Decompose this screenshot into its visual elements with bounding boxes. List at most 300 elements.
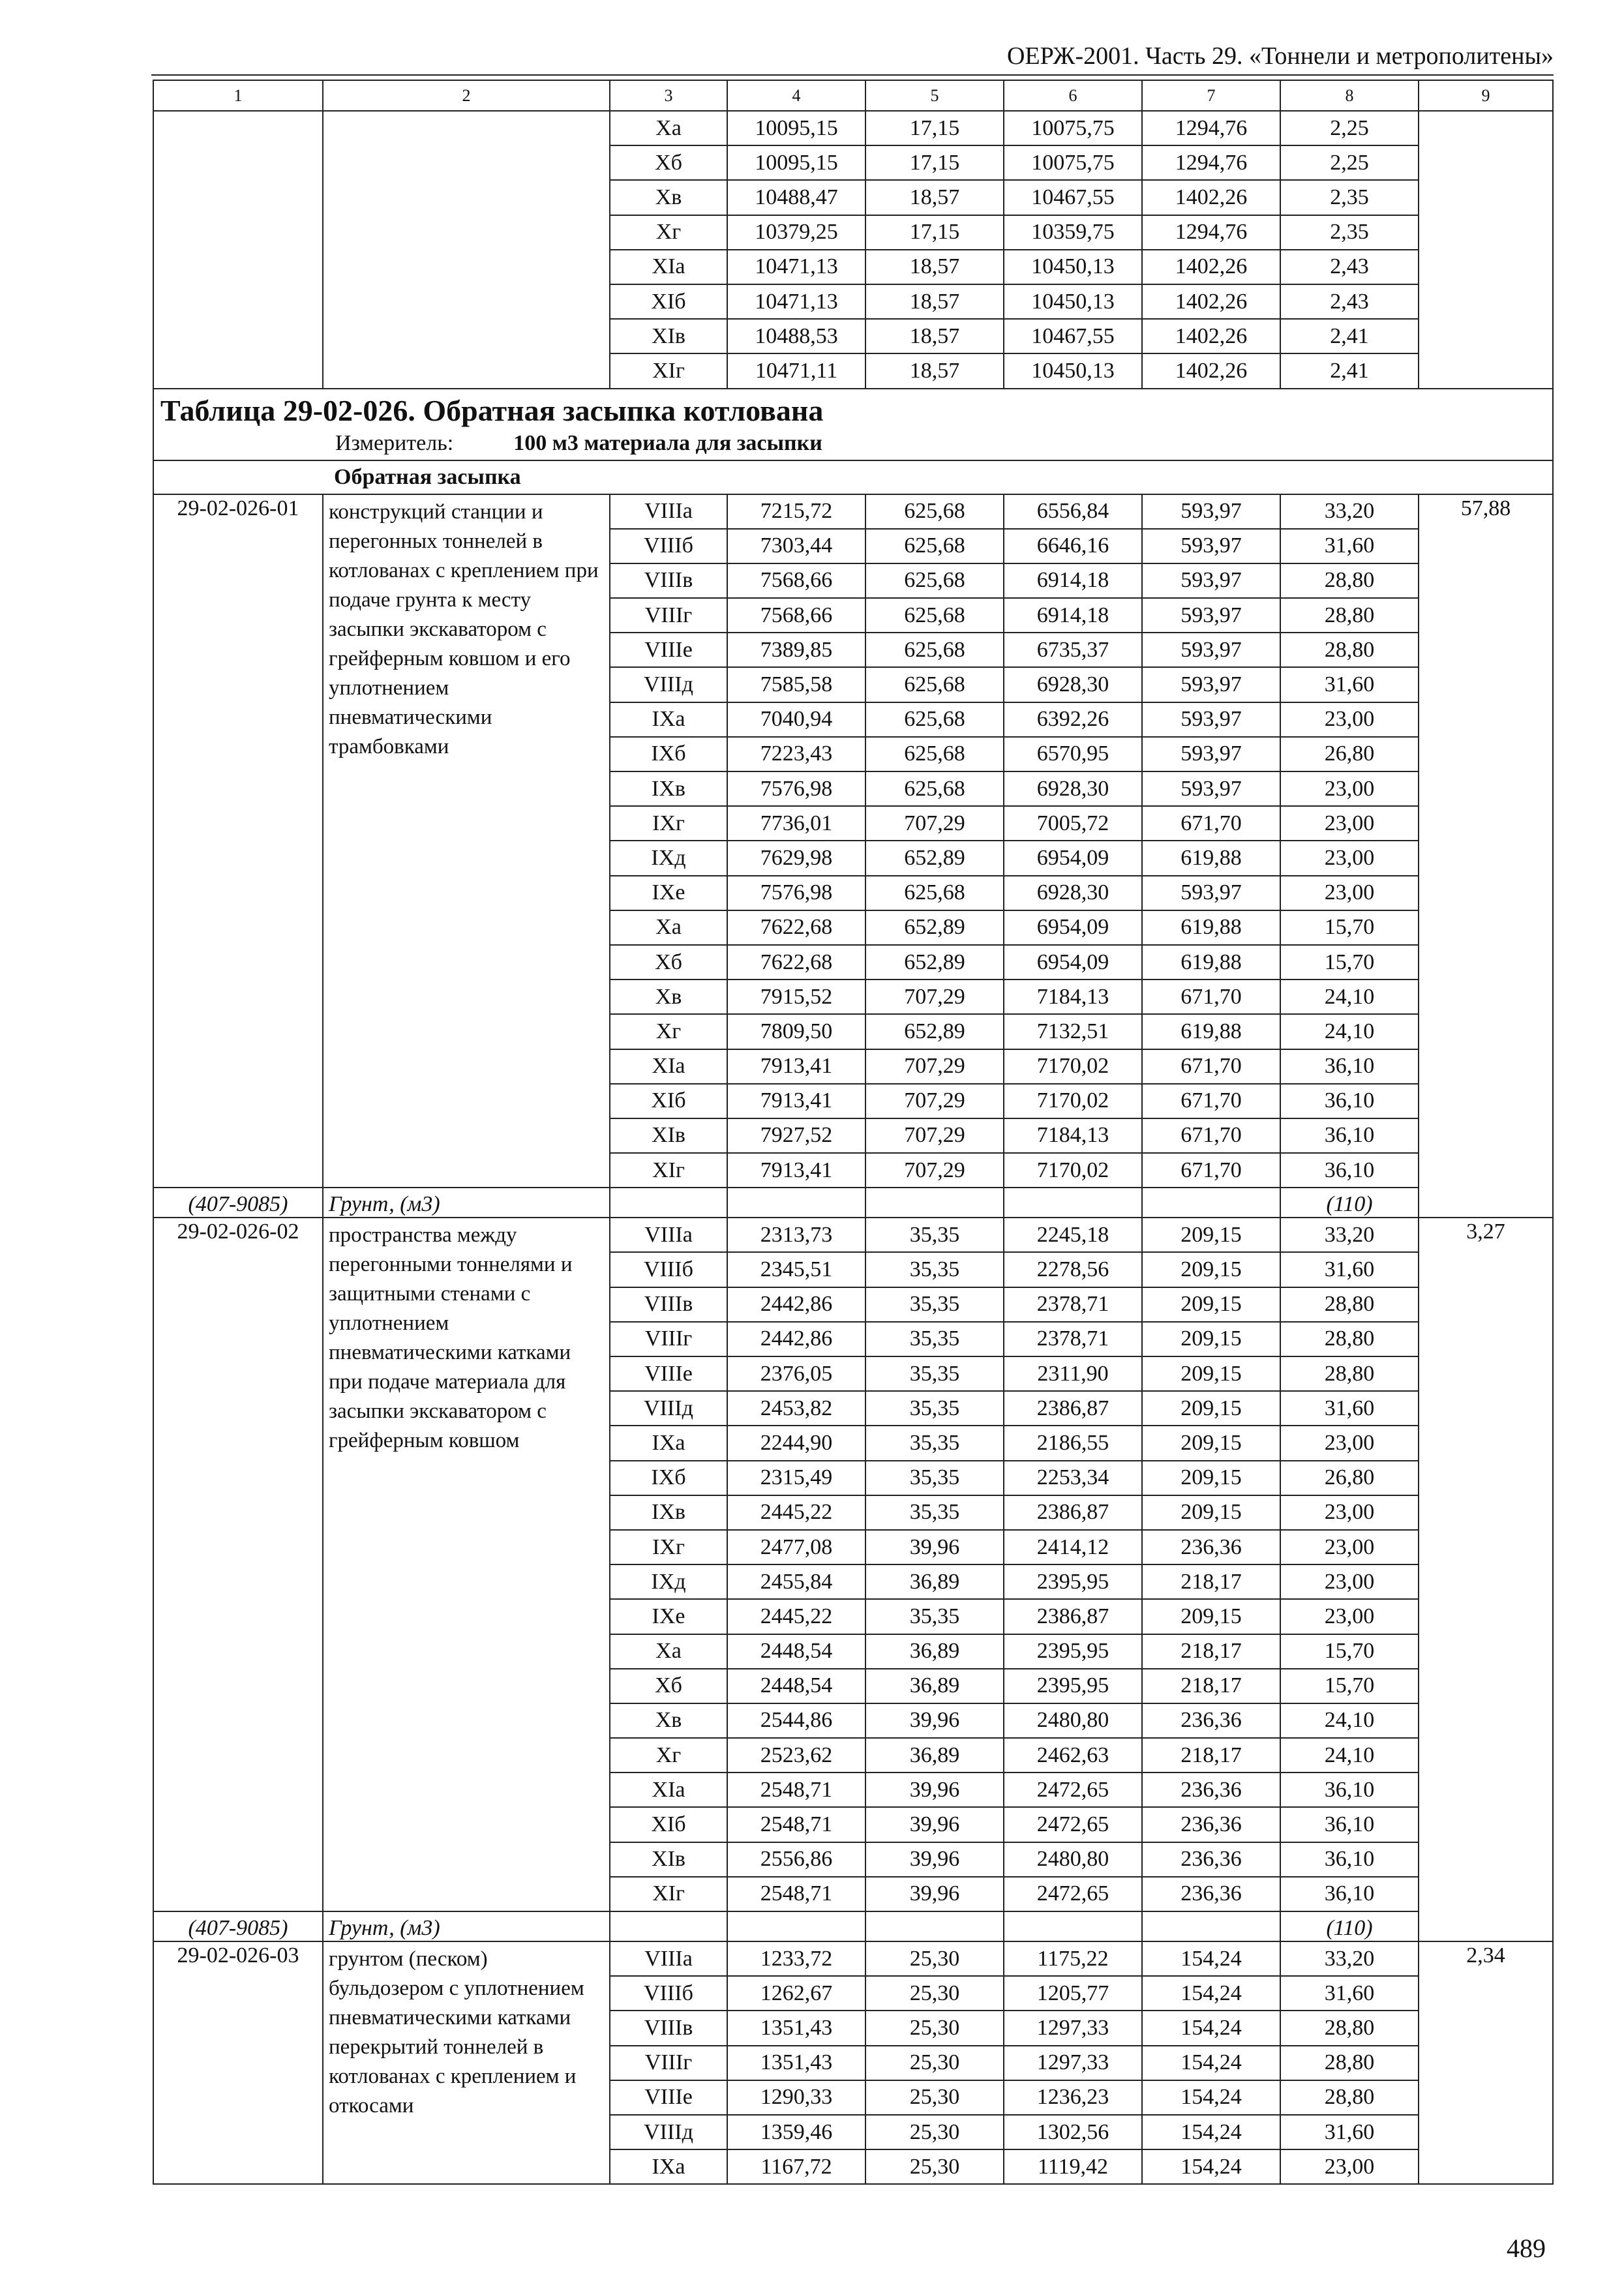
cell-machinery: 2253,34: [1004, 1461, 1142, 1495]
cell-wages: 25,30: [865, 2149, 1004, 2184]
cell-total-cost: 7736,01: [727, 806, 865, 841]
cell-machinery: 6556,84: [1004, 494, 1142, 529]
cell-machinery: 2395,95: [1004, 1669, 1142, 1703]
cell-machinist-wages: 154,24: [1142, 1976, 1280, 2011]
cell-labor: 36,10: [1280, 1084, 1419, 1118]
cell-machinery: 2386,87: [1004, 1495, 1142, 1530]
cell-wages: 625,68: [865, 598, 1004, 633]
cell-category: VIIIд: [610, 1391, 727, 1426]
cell-total-cost: 7622,68: [727, 910, 865, 945]
unit-line: [160, 427, 1546, 460]
cell-category: VIIIб: [610, 529, 727, 563]
cell-total-cost: 7568,66: [727, 598, 865, 633]
cell-machinist-wages: 154,24: [1142, 2080, 1280, 2115]
cell-machinist-wages: 154,24: [1142, 2046, 1280, 2080]
cell-wages: 35,35: [865, 1461, 1004, 1495]
cell-total-cost: 7576,98: [727, 876, 865, 910]
cell-machinist-wages: 218,17: [1142, 1564, 1280, 1599]
cell-category: VIIIв: [610, 1287, 727, 1322]
cell-wages: 25,30: [865, 2115, 1004, 2149]
empty-description-cell: [323, 111, 610, 389]
cell-total-cost: 7927,52: [727, 1118, 865, 1153]
cell-machinist-wages: 236,36: [1142, 1703, 1280, 1738]
cell-wages: 18,57: [865, 250, 1004, 284]
cell-category: IXа: [610, 2149, 727, 2184]
cell-labor: 28,80: [1280, 2011, 1419, 2045]
cell-labor: 28,80: [1280, 633, 1419, 667]
cell-machinery: 2386,87: [1004, 1391, 1142, 1426]
cell-total-cost: 2556,86: [727, 1842, 865, 1877]
cell-category: XIв: [610, 319, 727, 353]
table-title-row: [153, 389, 1553, 460]
cell-category: Xа: [610, 111, 727, 145]
cell-machinist-wages: 154,24: [1142, 1941, 1280, 1976]
cell-wages: 25,30: [865, 1941, 1004, 1976]
cell-labor: 31,60: [1280, 1252, 1419, 1287]
cell-total-cost: 7622,68: [727, 945, 865, 980]
cell-machinist-wages: 593,97: [1142, 563, 1280, 598]
rate-description: пространства между перегонными тоннелями и защитными стенами с уплотнением пневматическими катками при подаче материала для засыпки экскаватором с грейферным ковшом: [323, 1218, 610, 1911]
table-row: [153, 1218, 1553, 1252]
cell-machinist-wages: 236,36: [1142, 1807, 1280, 1842]
resource-name: Грунт, (м3): [323, 1911, 610, 1941]
cell-machinery: 2386,87: [1004, 1599, 1142, 1634]
cell-machinery: 2472,65: [1004, 1773, 1142, 1807]
cell-category: XIа: [610, 1049, 727, 1084]
cell-machinist-wages: 593,97: [1142, 771, 1280, 806]
cell-wages: 36,89: [865, 1564, 1004, 1599]
subsection-title: Обратная засыпка: [153, 460, 1553, 494]
cell-wages: 35,35: [865, 1391, 1004, 1426]
empty-cell: [1142, 1188, 1280, 1218]
cell-category: Xг: [610, 215, 727, 250]
cell-wages: 35,35: [865, 1356, 1004, 1391]
cell-wages: 35,35: [865, 1287, 1004, 1322]
cell-machinery: 2472,65: [1004, 1807, 1142, 1842]
cell-machinist-wages: 593,97: [1142, 737, 1280, 771]
cell-labor: 23,00: [1280, 1495, 1419, 1530]
column-number: 3: [610, 80, 727, 111]
cell-machinist-wages: 593,97: [1142, 529, 1280, 563]
cell-total-cost: 2448,54: [727, 1634, 865, 1669]
cell-category: VIIIа: [610, 1941, 727, 1976]
cell-wages: 35,35: [865, 1252, 1004, 1287]
cell-total-cost: 2448,54: [727, 1669, 865, 1703]
cell-category: VIIIд: [610, 2115, 727, 2149]
cell-wages: 652,89: [865, 910, 1004, 945]
cell-machinery: 2395,95: [1004, 1564, 1142, 1599]
cell-machinery: 7170,02: [1004, 1049, 1142, 1084]
cell-labor: 28,80: [1280, 1322, 1419, 1356]
cell-machinist-wages: 1294,76: [1142, 145, 1280, 180]
column-number: 5: [865, 80, 1004, 111]
cell-machinist-wages: 209,15: [1142, 1599, 1280, 1634]
cell-machinery: 1205,77: [1004, 1976, 1142, 2011]
cell-machinery: 7132,51: [1004, 1014, 1142, 1049]
cell-machinist-wages: 209,15: [1142, 1322, 1280, 1356]
cell-machinery: 10467,55: [1004, 180, 1142, 215]
cell-labor: 2,41: [1280, 353, 1419, 388]
cell-total-cost: 1290,33: [727, 2080, 865, 2115]
cell-category: VIIIе: [610, 2080, 727, 2115]
cell-machinist-wages: 593,97: [1142, 667, 1280, 702]
cell-labor: 31,60: [1280, 1391, 1419, 1426]
empty-cell: [865, 1188, 1004, 1218]
cell-wages: 35,35: [865, 1599, 1004, 1634]
cell-labor: 24,10: [1280, 1738, 1419, 1773]
cell-category: Xв: [610, 1703, 727, 1738]
cell-labor: 28,80: [1280, 2046, 1419, 2080]
cell-category: XIа: [610, 250, 727, 284]
rate-code: 29-02-026-02: [153, 1218, 323, 1911]
cell-labor: 33,20: [1280, 1218, 1419, 1252]
cell-total-cost: 2453,82: [727, 1391, 865, 1426]
rate-extra-value: 3,27: [1419, 1218, 1553, 1941]
cell-machinist-wages: 236,36: [1142, 1842, 1280, 1877]
cell-category: VIIIб: [610, 1252, 727, 1287]
rate-description: грунтом (песком) бульдозером с уплотнением пневматическими катками перекрытий тоннелей в котлованах с креплением и откосами: [323, 1941, 610, 2184]
cell-total-cost: 10488,47: [727, 180, 865, 215]
cell-category: VIIIб: [610, 1976, 727, 2011]
cell-machinery: 1175,22: [1004, 1941, 1142, 1976]
cell-wages: 25,30: [865, 2080, 1004, 2115]
cell-labor: 28,80: [1280, 563, 1419, 598]
cell-machinist-wages: 209,15: [1142, 1391, 1280, 1426]
cell-category: IXд: [610, 841, 727, 875]
cell-labor: 2,35: [1280, 215, 1419, 250]
cell-labor: 28,80: [1280, 2080, 1419, 2115]
cell-labor: 31,60: [1280, 667, 1419, 702]
cell-labor: 28,80: [1280, 1287, 1419, 1322]
empty-cell: [727, 1188, 865, 1218]
cell-machinery: 6954,09: [1004, 841, 1142, 875]
cell-machinery: 6392,26: [1004, 702, 1142, 737]
resource-row: [153, 1188, 1553, 1218]
cell-labor: 36,10: [1280, 1153, 1419, 1188]
empty-cell: [865, 1911, 1004, 1941]
header-rule: [151, 74, 1554, 76]
resource-name: Грунт, (м3): [323, 1188, 610, 1218]
cell-total-cost: 10095,15: [727, 111, 865, 145]
cell-total-cost: 7809,50: [727, 1014, 865, 1049]
cell-total-cost: 2315,49: [727, 1461, 865, 1495]
cell-wages: 18,57: [865, 284, 1004, 319]
cell-wages: 652,89: [865, 841, 1004, 875]
cell-wages: 707,29: [865, 1049, 1004, 1084]
cell-machinery: 7005,72: [1004, 806, 1142, 841]
cell-category: IXб: [610, 737, 727, 771]
cell-machinery: 6570,95: [1004, 737, 1142, 771]
cell-machinery: 10450,13: [1004, 284, 1142, 319]
cell-wages: 18,57: [865, 180, 1004, 215]
cell-total-cost: 2548,71: [727, 1773, 865, 1807]
cell-category: VIIIв: [610, 2011, 727, 2045]
rate-code: 29-02-026-03: [153, 1941, 323, 2184]
cell-labor: 24,10: [1280, 980, 1419, 1014]
cell-machinery: 6928,30: [1004, 876, 1142, 910]
cell-category: Xв: [610, 980, 727, 1014]
cell-labor: 31,60: [1280, 529, 1419, 563]
cell-total-cost: 1359,46: [727, 2115, 865, 2149]
resource-quantity: (110): [1280, 1911, 1419, 1941]
cell-category: Xа: [610, 1634, 727, 1669]
cell-labor: 36,10: [1280, 1807, 1419, 1842]
cell-wages: 25,30: [865, 2046, 1004, 2080]
cell-machinery: 10450,13: [1004, 353, 1142, 388]
cell-wages: 39,96: [865, 1842, 1004, 1877]
cell-total-cost: 7913,41: [727, 1084, 865, 1118]
cell-machinery: 2245,18: [1004, 1218, 1142, 1252]
cell-labor: 2,25: [1280, 145, 1419, 180]
cell-total-cost: 1351,43: [727, 2011, 865, 2045]
cell-category: VIIIг: [610, 1322, 727, 1356]
cell-total-cost: 2442,86: [727, 1287, 865, 1322]
cell-total-cost: 7629,98: [727, 841, 865, 875]
rates-table: [153, 80, 1554, 2185]
empty-code-cell: [153, 111, 323, 389]
table-row: [153, 494, 1553, 529]
cell-labor: 24,10: [1280, 1703, 1419, 1738]
cell-machinery: 2480,80: [1004, 1703, 1142, 1738]
cell-category: Xб: [610, 1669, 727, 1703]
cell-total-cost: 7915,52: [727, 980, 865, 1014]
cell-labor: 23,00: [1280, 2149, 1419, 2184]
cell-machinery: 6914,18: [1004, 598, 1142, 633]
cell-wages: 35,35: [865, 1495, 1004, 1530]
cell-category: Xг: [610, 1014, 727, 1049]
cell-total-cost: 10095,15: [727, 145, 865, 180]
cell-machinery: 6928,30: [1004, 667, 1142, 702]
column-number: 9: [1419, 80, 1553, 111]
cell-wages: 39,96: [865, 1877, 1004, 1911]
column-number: 8: [1280, 80, 1419, 111]
rate-extra-value: 57,88: [1419, 494, 1553, 1218]
cell-machinery: 1297,33: [1004, 2011, 1142, 2045]
rate-extra-value: 2,34: [1419, 1941, 1553, 2184]
cell-wages: 625,68: [865, 529, 1004, 563]
cell-total-cost: 10488,53: [727, 319, 865, 353]
cell-labor: 23,00: [1280, 771, 1419, 806]
cell-category: IXа: [610, 1426, 727, 1460]
cell-category: Xа: [610, 910, 727, 945]
cell-machinery: 10450,13: [1004, 250, 1142, 284]
cell-machinist-wages: 671,70: [1142, 1084, 1280, 1118]
cell-total-cost: 10471,11: [727, 353, 865, 388]
cell-machinist-wages: 1402,26: [1142, 319, 1280, 353]
cell-labor: 36,10: [1280, 1877, 1419, 1911]
cell-machinist-wages: 619,88: [1142, 1014, 1280, 1049]
cell-total-cost: 10471,13: [727, 284, 865, 319]
empty-cell: [727, 1911, 865, 1941]
cell-total-cost: 10379,25: [727, 215, 865, 250]
table-body: [153, 80, 1553, 2184]
cell-machinery: 6735,37: [1004, 633, 1142, 667]
cell-labor: 28,80: [1280, 598, 1419, 633]
cell-machinist-wages: 1294,76: [1142, 215, 1280, 250]
column-number: 1: [153, 80, 323, 111]
cell-labor: 23,00: [1280, 1426, 1419, 1460]
cell-labor: 36,10: [1280, 1049, 1419, 1084]
cell-machinist-wages: 218,17: [1142, 1738, 1280, 1773]
cell-labor: 23,00: [1280, 702, 1419, 737]
cell-machinery: 2186,55: [1004, 1426, 1142, 1460]
cell-wages: 625,68: [865, 737, 1004, 771]
cell-category: XIа: [610, 1773, 727, 1807]
cell-machinist-wages: 593,97: [1142, 494, 1280, 529]
cell-machinery: 7170,02: [1004, 1153, 1142, 1188]
cell-total-cost: 2523,62: [727, 1738, 865, 1773]
cell-category: VIIIа: [610, 1218, 727, 1252]
cell-category: Xв: [610, 180, 727, 215]
cell-total-cost: 2548,71: [727, 1807, 865, 1842]
column-number-row: [153, 80, 1553, 111]
cell-machinist-wages: 671,70: [1142, 806, 1280, 841]
cell-machinist-wages: 209,15: [1142, 1426, 1280, 1460]
table-row: [153, 1941, 1553, 1976]
cell-total-cost: 2345,51: [727, 1252, 865, 1287]
cell-labor: 2,35: [1280, 180, 1419, 215]
cell-machinery: 10075,75: [1004, 111, 1142, 145]
cell-total-cost: 2313,73: [727, 1218, 865, 1252]
cell-labor: 15,70: [1280, 910, 1419, 945]
column-number: 2: [323, 80, 610, 111]
cell-wages: 18,57: [865, 319, 1004, 353]
cell-wages: 18,57: [865, 353, 1004, 388]
cell-category: XIг: [610, 1153, 727, 1188]
unit-label: Измеритель:: [335, 430, 454, 455]
cell-total-cost: 7040,94: [727, 702, 865, 737]
cell-labor: 26,80: [1280, 1461, 1419, 1495]
table-row: [153, 111, 1553, 145]
cell-total-cost: 1262,67: [727, 1976, 865, 2011]
cell-machinist-wages: 671,70: [1142, 980, 1280, 1014]
cell-labor: 36,10: [1280, 1773, 1419, 1807]
cell-machinist-wages: 671,70: [1142, 1049, 1280, 1084]
cell-total-cost: 7223,43: [727, 737, 865, 771]
cell-machinery: 2378,71: [1004, 1287, 1142, 1322]
cell-total-cost: 7576,98: [727, 771, 865, 806]
cell-wages: 707,29: [865, 1118, 1004, 1153]
cell-machinery: 2395,95: [1004, 1634, 1142, 1669]
cell-machinist-wages: 236,36: [1142, 1773, 1280, 1807]
cell-category: VIIIв: [610, 563, 727, 598]
cell-machinist-wages: 1402,26: [1142, 284, 1280, 319]
cell-wages: 625,68: [865, 633, 1004, 667]
cell-wages: 25,30: [865, 1976, 1004, 2011]
cell-category: IXе: [610, 1599, 727, 1634]
cell-labor: 2,25: [1280, 111, 1419, 145]
cell-category: VIIIг: [610, 2046, 727, 2080]
cell-machinist-wages: 619,88: [1142, 945, 1280, 980]
cell-wages: 625,68: [865, 563, 1004, 598]
cell-labor: 23,00: [1280, 806, 1419, 841]
cell-machinery: 1119,42: [1004, 2149, 1142, 2184]
cell-machinery: 10359,75: [1004, 215, 1142, 250]
cell-total-cost: 7215,72: [727, 494, 865, 529]
cell-labor: 2,43: [1280, 250, 1419, 284]
cell-machinery: 6928,30: [1004, 771, 1142, 806]
cell-labor: 23,00: [1280, 876, 1419, 910]
cell-machinist-wages: 209,15: [1142, 1287, 1280, 1322]
cell-total-cost: 1351,43: [727, 2046, 865, 2080]
cell-category: Xг: [610, 1738, 727, 1773]
cell-total-cost: 2548,71: [727, 1877, 865, 1911]
cell-total-cost: 1167,72: [727, 2149, 865, 2184]
rate-code: 29-02-026-01: [153, 494, 323, 1188]
cell-category: IXа: [610, 702, 727, 737]
cell-category: VIIIе: [610, 633, 727, 667]
cell-category: IXг: [610, 806, 727, 841]
cell-machinist-wages: 218,17: [1142, 1634, 1280, 1669]
cell-category: VIIIг: [610, 598, 727, 633]
cell-wages: 707,29: [865, 980, 1004, 1014]
cell-total-cost: 7913,41: [727, 1049, 865, 1084]
cell-wages: 17,15: [865, 111, 1004, 145]
cell-category: Xб: [610, 145, 727, 180]
cell-category: IXб: [610, 1461, 727, 1495]
cell-category: IXв: [610, 1495, 727, 1530]
cell-total-cost: 2445,22: [727, 1599, 865, 1634]
cell-machinery: 2311,90: [1004, 1356, 1142, 1391]
cell-labor: 36,10: [1280, 1118, 1419, 1153]
cell-machinery: 2378,71: [1004, 1322, 1142, 1356]
cell-total-cost: 7389,85: [727, 633, 865, 667]
column-number: 6: [1004, 80, 1142, 111]
cell-machinist-wages: 593,97: [1142, 702, 1280, 737]
cell-machinist-wages: 1294,76: [1142, 111, 1280, 145]
cell-machinery: 2480,80: [1004, 1842, 1142, 1877]
resource-quantity: (110): [1280, 1188, 1419, 1218]
column-number: 7: [1142, 80, 1280, 111]
cell-machinery: 2472,65: [1004, 1877, 1142, 1911]
cell-wages: 625,68: [865, 702, 1004, 737]
cell-machinery: 6914,18: [1004, 563, 1142, 598]
cell-labor: 36,10: [1280, 1842, 1419, 1877]
cell-total-cost: 2455,84: [727, 1564, 865, 1599]
cell-labor: 26,80: [1280, 737, 1419, 771]
cell-wages: 36,89: [865, 1634, 1004, 1669]
table-title-cell: [153, 389, 1553, 460]
cell-machinery: 7170,02: [1004, 1084, 1142, 1118]
cell-category: VIIIд: [610, 667, 727, 702]
cell-labor: 28,80: [1280, 1356, 1419, 1391]
cell-wages: 35,35: [865, 1218, 1004, 1252]
empty-extra-cell: [1419, 111, 1553, 389]
cell-machinist-wages: 154,24: [1142, 2011, 1280, 2045]
cell-wages: 17,15: [865, 215, 1004, 250]
cell-total-cost: 2244,90: [727, 1426, 865, 1460]
page-number: 489: [1507, 2234, 1546, 2263]
cell-total-cost: 7303,44: [727, 529, 865, 563]
cell-machinist-wages: 619,88: [1142, 841, 1280, 875]
cell-machinist-wages: 593,97: [1142, 598, 1280, 633]
cell-wages: 39,96: [865, 1530, 1004, 1564]
cell-machinist-wages: 236,36: [1142, 1530, 1280, 1564]
cell-labor: 15,70: [1280, 1634, 1419, 1669]
resource-code: (407-9085): [153, 1911, 323, 1941]
cell-total-cost: 1233,72: [727, 1941, 865, 1976]
cell-labor: 23,00: [1280, 1564, 1419, 1599]
cell-machinist-wages: 209,15: [1142, 1252, 1280, 1287]
cell-labor: 31,60: [1280, 2115, 1419, 2149]
cell-wages: 625,68: [865, 771, 1004, 806]
cell-wages: 17,15: [865, 145, 1004, 180]
empty-cell: [610, 1911, 727, 1941]
cell-machinery: 7184,13: [1004, 980, 1142, 1014]
cell-machinist-wages: 218,17: [1142, 1669, 1280, 1703]
cell-wages: 25,30: [865, 2011, 1004, 2045]
cell-category: XIб: [610, 284, 727, 319]
